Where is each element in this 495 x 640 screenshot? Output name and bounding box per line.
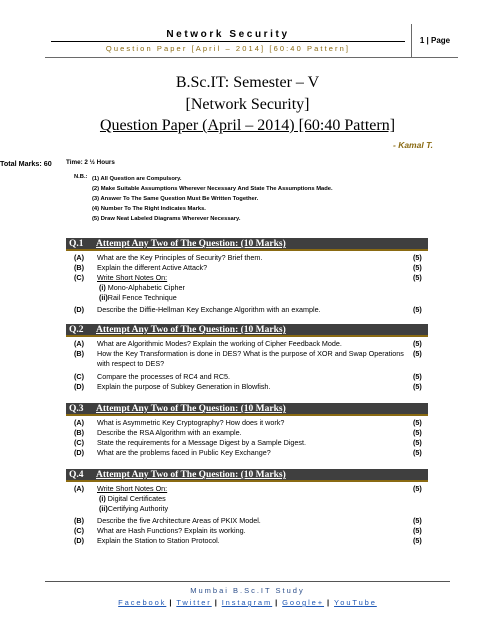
item-code: (D) [74, 305, 84, 314]
item-marks: (5) [413, 305, 422, 314]
page-header [45, 24, 458, 58]
item-marks: (5) [413, 428, 422, 437]
item-code: (C) [74, 526, 84, 535]
item-code: (D) [74, 382, 84, 391]
google-plus-link[interactable]: Google+ [282, 598, 325, 607]
paper-title: Question Paper (April – 2014) [60:40 Pattern] [99, 117, 396, 134]
item-code: (A) [74, 253, 84, 262]
item-text: Describe the five Architecture Areas of PKIX Model. [97, 516, 261, 525]
sub-item-number: (i) [99, 283, 106, 292]
item-code: (A) [74, 484, 84, 493]
facebook-link[interactable]: Facebook [118, 598, 167, 607]
question-number: Q.3 [69, 404, 84, 414]
sub-item [99, 293, 409, 303]
item-text: State the requirements for a Message Digest by a Sample Digest. [97, 438, 306, 447]
question-header-q2 [66, 324, 428, 337]
twitter-link[interactable]: Twitter [176, 598, 212, 607]
instruction-item: (3) Answer To The Same Question Must Be Written Together. [92, 196, 259, 202]
footer-social-links [0, 598, 495, 607]
item-code: (D) [74, 448, 84, 457]
item-marks: (5) [413, 484, 422, 493]
item-text: Explain the Station to Station Protocol. [97, 536, 220, 545]
question-number: Q.1 [69, 239, 84, 249]
header-divider [51, 41, 405, 42]
question-header-q1 [66, 238, 428, 251]
question-row [0, 448, 495, 459]
sub-item-number: (ii) [99, 293, 108, 302]
item-code: (C) [74, 372, 84, 381]
item-code: (D) [74, 536, 84, 545]
nb-label: N.B.: [74, 174, 88, 180]
item-text: What are Algorithmic Modes? Explain the working of Cipher Feedback Mode. [97, 339, 342, 348]
item-marks: (5) [413, 516, 422, 525]
item-code: (B) [74, 263, 84, 272]
header-title: Network Security [166, 29, 290, 40]
item-code: (A) [74, 418, 84, 427]
sub-item [99, 494, 409, 504]
author-signature: - Kamal T. [393, 140, 433, 150]
item-code: (C) [74, 438, 84, 447]
item-marks: (5) [413, 372, 422, 381]
item-text: What are the problems faced in Public Key Exchange? [97, 448, 271, 457]
item-code: (B) [74, 516, 84, 525]
item-text: Describe the Diffie-Hellman Key Exchange Algorithm with an example. [97, 305, 321, 314]
item-marks: (5) [413, 382, 422, 391]
item-text: Describe the RSA Algorithm with an example. [97, 428, 242, 437]
question-header-q3 [66, 403, 428, 416]
question-instruction: Attempt Any Two of The Question: (10 Marks) [96, 404, 286, 414]
header-title-block [45, 24, 411, 58]
page-number: 1 | Page [411, 24, 458, 58]
subject-title: [Network Security] [185, 96, 310, 113]
item-text: What is Asymmetric Key Cryptography? How does it work? [97, 418, 285, 427]
footer-separator: | [169, 598, 174, 607]
item-marks: (5) [413, 536, 422, 545]
item-marks: (5) [413, 448, 422, 457]
question-instruction: Attempt Any Two of The Question: (10 Marks) [96, 470, 286, 480]
item-marks: (5) [413, 253, 422, 262]
item-code: (B) [74, 349, 84, 358]
item-text: What are the Key Principles of Security? Brief them. [97, 253, 263, 262]
question-number: Q.2 [69, 325, 84, 335]
item-text: Compare the processes of RC4 and RC5. [97, 372, 231, 381]
instruction-item: (2) Make Suitable Assumptions Wherever Necessary And State The Assumptions Made. [92, 186, 333, 192]
question-row [0, 305, 495, 316]
sub-item-text: Digital Certificates [107, 494, 166, 503]
item-marks: (5) [413, 263, 422, 272]
item-marks: (5) [413, 349, 422, 358]
item-marks: (5) [413, 526, 422, 535]
sub-item [99, 283, 409, 293]
header-subtitle: Question Paper [April – 2014] [60:40 Pattern] [105, 44, 351, 53]
course-title: B.Sc.IT: Semester – V [175, 74, 320, 91]
item-marks: (5) [413, 418, 422, 427]
footer-divider [45, 581, 450, 582]
item-text: What are Hash Functions? Explain its working. [97, 526, 246, 535]
item-text: Write Short Notes On: [97, 484, 168, 493]
sub-item-text: Certifying Authority [107, 504, 169, 513]
question-row [0, 536, 495, 547]
question-row [0, 382, 495, 393]
item-marks: (5) [413, 438, 422, 447]
question-row [0, 349, 495, 371]
item-text: Explain the purpose of Subkey Generation in Blowfish. [97, 382, 271, 391]
sub-item-text: Mono-Alphabetic Cipher [107, 283, 185, 292]
sub-item-text: Rail Fence Technique [107, 293, 177, 302]
question-instruction: Attempt Any Two of The Question: (10 Marks) [96, 239, 286, 249]
sub-item-number: (ii) [99, 504, 108, 513]
item-code: (C) [74, 273, 84, 282]
sub-item-row [0, 293, 495, 304]
footer-separator: | [275, 598, 280, 607]
item-text: Write Short Notes On: [97, 273, 168, 282]
instruction-item: (5) Draw Neat Labeled Diagrams Wherever Necessary. [92, 216, 241, 222]
footer-separator: | [327, 598, 332, 607]
instruction-item: (4) Number To The Right Indicates Marks. [92, 206, 206, 212]
item-code: (A) [74, 339, 84, 348]
exam-time: Time: 2 ½ Hours [66, 159, 115, 166]
instructions-list [92, 174, 412, 224]
youtube-link[interactable]: YouTube [334, 598, 377, 607]
item-text: Explain the different Active Attack? [97, 263, 208, 272]
item-marks: (5) [413, 339, 422, 348]
total-marks: Total Marks: 60 [0, 159, 52, 168]
question-instruction: Attempt Any Two of The Question: (10 Marks) [96, 325, 286, 335]
question-number: Q.4 [69, 470, 84, 480]
footer-brand: Mumbai B.Sc.IT Study [190, 586, 305, 595]
instagram-link[interactable]: Instagram [221, 598, 273, 607]
question-header-q4 [66, 469, 428, 482]
instruction-item: (1) All Question are Compulsory. [92, 176, 182, 182]
item-marks: (5) [413, 273, 422, 282]
sub-item-number: (i) [99, 494, 106, 503]
item-text: How the Key Transformation is done in DES? What is the purpose of XOR and Swap Operations with respect to DES? [97, 349, 404, 368]
item-code: (B) [74, 428, 84, 437]
footer-separator: | [214, 598, 219, 607]
sub-item [99, 504, 409, 514]
sub-item-row [0, 504, 495, 515]
